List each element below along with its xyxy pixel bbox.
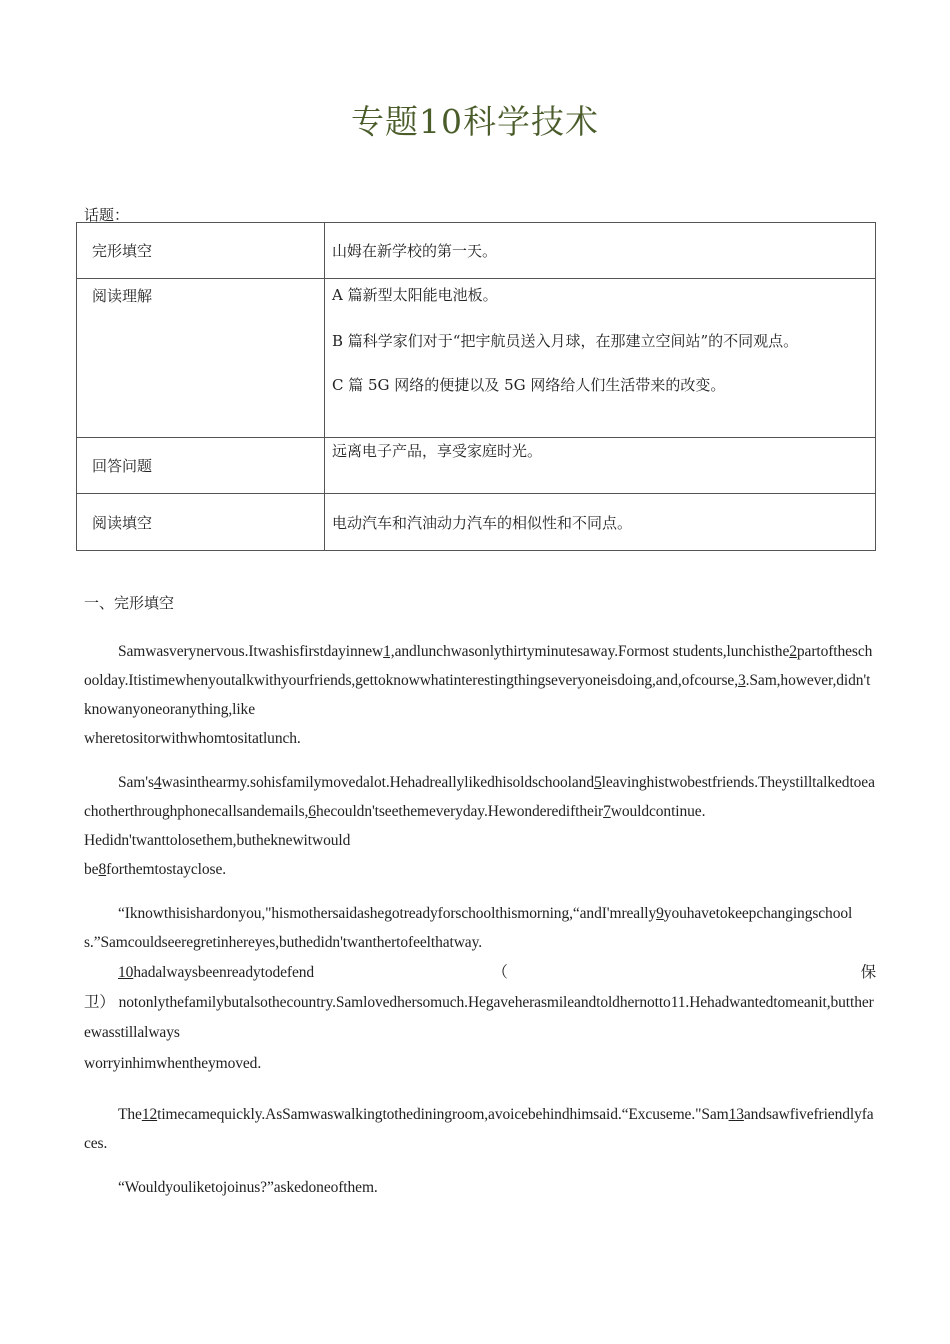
topic-key: 阅读填空 bbox=[77, 494, 325, 551]
passage-paragraph: 10hadalwaysbeenreadytodefend （ 保 卫） notonlythefamilybutalsothecountry.Samlovedhersomuch.Hegaveherasmileandtoldhernotto11.Hehadwantedtomeanit,buttherewasstillalways worryinhimwhentheymoved. bbox=[84, 964, 877, 1072]
table-row bbox=[77, 223, 876, 279]
section-heading: 一、完形填空 bbox=[84, 594, 175, 612]
blank-1: 1, bbox=[383, 643, 395, 660]
blank-7: 7 bbox=[603, 803, 611, 820]
blank-9: 9 bbox=[656, 905, 664, 922]
blank-13: 13 bbox=[728, 1106, 744, 1123]
topic-key: 回答问题 bbox=[77, 438, 325, 494]
topic-value bbox=[325, 279, 876, 438]
page-title bbox=[0, 96, 950, 143]
blank-8: 8 bbox=[98, 861, 107, 878]
topic-value-line: C 篇 5G 网络的便捷以及 5G 网络给人们生活带来的改变。 bbox=[332, 376, 726, 394]
blank-2: 2 bbox=[789, 643, 797, 660]
blank-4: 4 bbox=[153, 774, 162, 791]
topic-value: 电动汽车和汽油动力汽车的相似性和不同点。 bbox=[325, 494, 876, 551]
passage-paragraph: Sam's4wasinthearmy.sohisfamilymovedalot.Hehadreallylikedhisoldschooland5leavinghistwobestfriends.Theystilltalkedtoeachotherthroughphonecallsandemails,6hecouldn'tseethemeveryday.Hewonderediftheir7wouldcontinue. Hedidn'twanttolosethem,butheknewitwould be8forthemtostayclose. bbox=[84, 774, 875, 878]
table-row bbox=[77, 279, 876, 438]
passage-paragraph: The12timecamequickly.AsSamwaswalkingtothediningroom,avoicebehindhimsaid.“Excuseme."Sam13andsawfivefriendlyfaces. bbox=[84, 1106, 874, 1152]
topic-key: 阅读理解 bbox=[77, 279, 325, 438]
topic-key: 完形填空 bbox=[77, 223, 325, 279]
blank-6: 6 bbox=[308, 803, 316, 820]
passage-paragraph: Samwasverynervous.Itwashisfirstdayinnew1,andlunchwasonlythirtyminutesaway.Formost students,lunchisthe2partoftheschoolday.Itistimewhenyoutalkwithyourfriends,gettoknowwhatinterestingthingseveryoneisdoing,and,ofcourse,3.Sam,however,didn'tknowanyoneoranything,like wheretositorwithwhomtositatlunch. bbox=[84, 643, 873, 747]
blank-5: 5 bbox=[593, 774, 602, 791]
topic-value-line: B 篇科学家们对于“把宇航员送入月球，在那建立空间站”的不同观点。 bbox=[332, 332, 799, 350]
topic-label: 话题： bbox=[84, 206, 130, 224]
blank-10: 10 bbox=[118, 964, 134, 981]
passage-paragraph: “Wouldyouliketojoinus?”askedoneofthem. bbox=[118, 1179, 378, 1196]
topic-value: 山姆在新学校的第一天。 bbox=[325, 223, 876, 279]
topic-table bbox=[76, 222, 876, 551]
blank-3: 3 bbox=[737, 672, 746, 689]
topic-value: 远离电子产品，享受家庭时光。 bbox=[325, 438, 876, 494]
table-row bbox=[77, 494, 876, 551]
blank-12: 12 bbox=[141, 1106, 158, 1123]
passage-paragraph: “Iknowthisishardonyou,"hismothersaidashegotreadyforschoolthismorning,“andI'mreally9youhavetokeepchangingschools.”Samcouldseeregretinhereyes,buthedidn'twanthertofeelthatway. bbox=[84, 905, 853, 951]
table-row bbox=[77, 438, 876, 494]
page-title-text: 专题10科学技术 bbox=[351, 102, 599, 141]
topic-value-line: A 篇新型太阳能电池板。 bbox=[332, 286, 498, 304]
